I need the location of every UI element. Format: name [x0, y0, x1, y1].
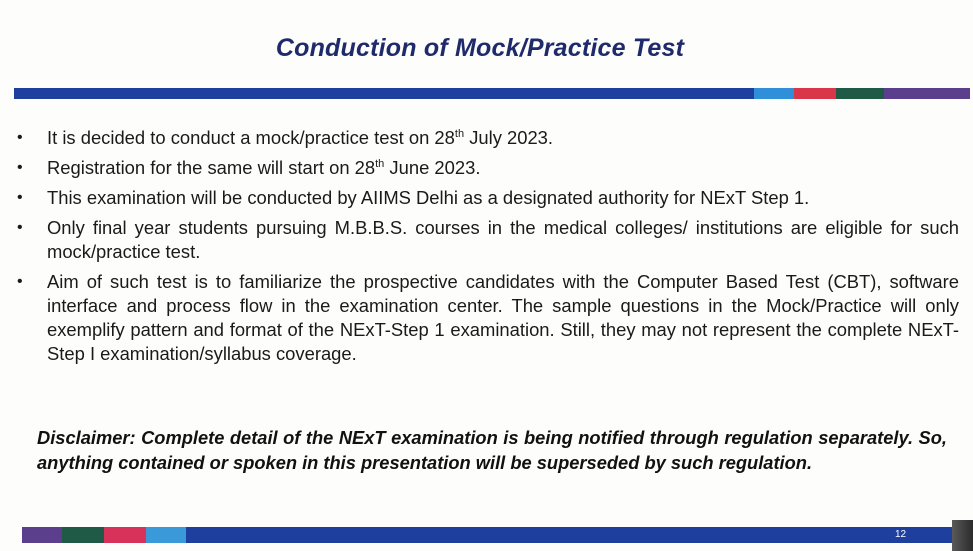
bullet-item [14, 156, 959, 180]
bullet-item [14, 126, 959, 150]
bullet-list [14, 126, 959, 372]
footer-bar [22, 527, 952, 543]
bullet-text: It is decided to conduct a mock/practice test on 28 [47, 127, 455, 148]
bullet-text: This examination will be conducted by AIIMS Delhi as a designated authority for NExT Step 1. [47, 187, 810, 208]
bullet-text-end: June 2023. [384, 157, 481, 178]
bullet-text: Registration for the same will start on 28 [47, 157, 376, 178]
bullet-text: Only final year students pursuing M.B.B.S. courses in the medical colleges/ institutions are eligible for such mock/practice test. [47, 217, 959, 262]
bullet-item [14, 216, 959, 264]
bullet-dot: • [17, 189, 23, 206]
footer-segment-cyan [146, 527, 186, 543]
page-number: 12 [895, 529, 907, 540]
divider-segment-red [794, 88, 836, 99]
divider-segment-green [836, 88, 884, 99]
footer-segment-pink [104, 527, 146, 543]
bullet-item [14, 270, 959, 366]
bullet-dot: • [17, 273, 23, 290]
divider-segment-purple [884, 88, 970, 99]
divider-segment-blue [14, 88, 754, 99]
disclaimer-text: Disclaimer: Complete detail of the NExT examination is being notified through regulation separately. So, anything contained or spoken in this presentation will be superseded by such regulation. [37, 427, 947, 473]
title-divider-bar [14, 88, 970, 99]
bullet-dot: • [17, 219, 23, 236]
footer-segment-purple [22, 527, 62, 543]
bullet-superscript: th [454, 127, 465, 140]
bullet-text: Aim of such test is to familiarize the prospective candidates with the Computer Based Test (CBT), software interface and process flow in the examination center. The sample questions in the Mock/Practice will only exemplify pattern and format of the NExT-Step 1 examination. Still, they may not represent the complete NExT-Step I examination/syllabus coverage. [47, 271, 959, 364]
bullet-dot: • [17, 129, 23, 146]
footer-segment-green [62, 527, 104, 543]
footer-segment-blue [186, 527, 952, 543]
bullet-dot: • [17, 159, 23, 176]
bullet-item [14, 186, 959, 210]
divider-segment-light-blue [754, 88, 794, 99]
bullet-text-end: July 2023. [464, 127, 554, 148]
bullet-superscript: th [375, 157, 385, 170]
slide-title: Conduction of Mock/Practice Test [275, 34, 685, 62]
corner-shadow [952, 520, 973, 551]
